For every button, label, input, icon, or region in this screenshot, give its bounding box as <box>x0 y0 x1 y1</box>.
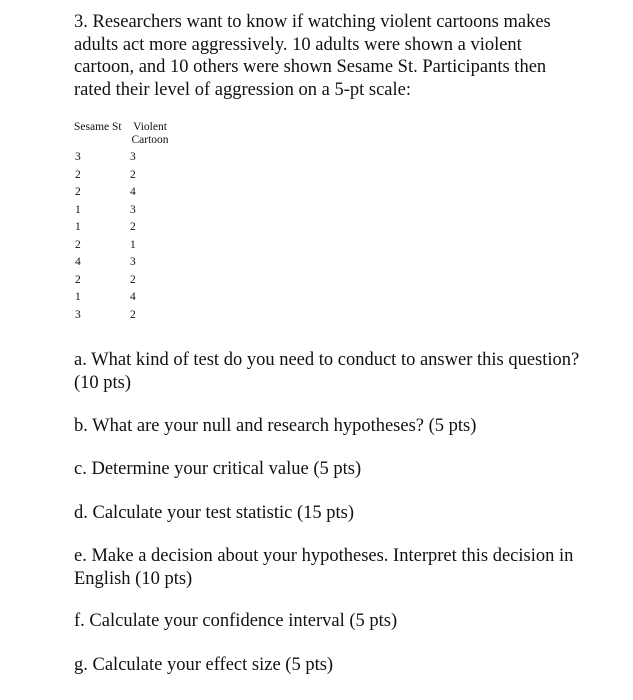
violent-cartoon-value: 2 <box>130 308 136 321</box>
sesame-st-value: 2 <box>75 168 81 181</box>
violent-cartoon-value: 2 <box>130 273 136 286</box>
violent-cartoon-value: 4 <box>130 186 136 199</box>
violent-cartoon-value: 1 <box>130 238 136 251</box>
table-row <box>74 202 175 220</box>
table-row <box>74 237 175 255</box>
part-text: Determine your critical value (5 pts) <box>91 459 362 479</box>
part-label: c. <box>74 459 87 479</box>
part-e <box>74 545 594 590</box>
column-header-sesame-st: Sesame St <box>74 121 122 133</box>
violent-cartoon-value: 3 <box>130 203 136 216</box>
table-body <box>74 149 175 324</box>
part-a <box>74 349 594 394</box>
sesame-st-value: 3 <box>75 308 81 321</box>
part-text: What are your null and research hypotheses? (5 pts) <box>92 416 477 436</box>
part-label: f. <box>74 611 85 631</box>
table-row <box>74 307 175 325</box>
sesame-st-value: 1 <box>75 203 81 216</box>
part-d <box>74 502 594 525</box>
column-header-violent-cartoon: Violent Cartoon <box>131 121 169 146</box>
table-row <box>74 149 175 167</box>
sesame-st-value: 2 <box>75 238 81 251</box>
part-g <box>74 654 594 677</box>
table-row <box>74 254 175 272</box>
sesame-st-value: 1 <box>75 221 81 234</box>
sesame-st-value: 2 <box>75 186 81 199</box>
part-label: a. <box>74 350 87 370</box>
part-label: d. <box>74 503 88 523</box>
sesame-st-value: 3 <box>75 151 81 164</box>
violent-cartoon-value: 3 <box>130 256 136 269</box>
part-c <box>74 458 594 481</box>
part-b <box>74 415 594 438</box>
part-label: b. <box>74 416 88 436</box>
part-label: g. <box>74 655 88 675</box>
question-number: 3. <box>74 12 88 32</box>
table-row <box>74 289 175 307</box>
aggression-data-table <box>74 121 175 324</box>
violent-cartoon-value: 2 <box>130 168 136 181</box>
table-row <box>74 167 175 185</box>
question-prompt <box>74 11 574 101</box>
violent-cartoon-value: 3 <box>130 151 136 164</box>
part-f <box>74 610 594 633</box>
table-header-row <box>74 121 175 149</box>
violent-cartoon-value: 2 <box>130 221 136 234</box>
table-row <box>74 219 175 237</box>
part-text: What kind of test do you need to conduct to answer this question? (10 pts) <box>74 350 580 393</box>
sesame-st-value: 4 <box>75 256 81 269</box>
part-text: Calculate your confidence interval (5 pts) <box>89 611 398 631</box>
sesame-st-value: 2 <box>75 273 81 286</box>
part-text: Calculate your test statistic (15 pts) <box>92 503 355 523</box>
part-text: Calculate your effect size (5 pts) <box>92 655 334 675</box>
question-body: Researchers want to know if watching violent cartoons makes adults act more aggressively. 10 adults were shown a violent cartoon, and 10 others were shown Sesame St. Participants then rated their level of aggression on a 5-pt scale: <box>74 12 551 100</box>
table-row <box>74 184 175 202</box>
part-text: Make a decision about your hypotheses. Interpret this decision in English (10 pts) <box>74 546 574 589</box>
violent-cartoon-value: 4 <box>130 291 136 304</box>
table-row <box>74 272 175 290</box>
sesame-st-value: 1 <box>75 291 81 304</box>
part-label: e. <box>74 546 87 566</box>
